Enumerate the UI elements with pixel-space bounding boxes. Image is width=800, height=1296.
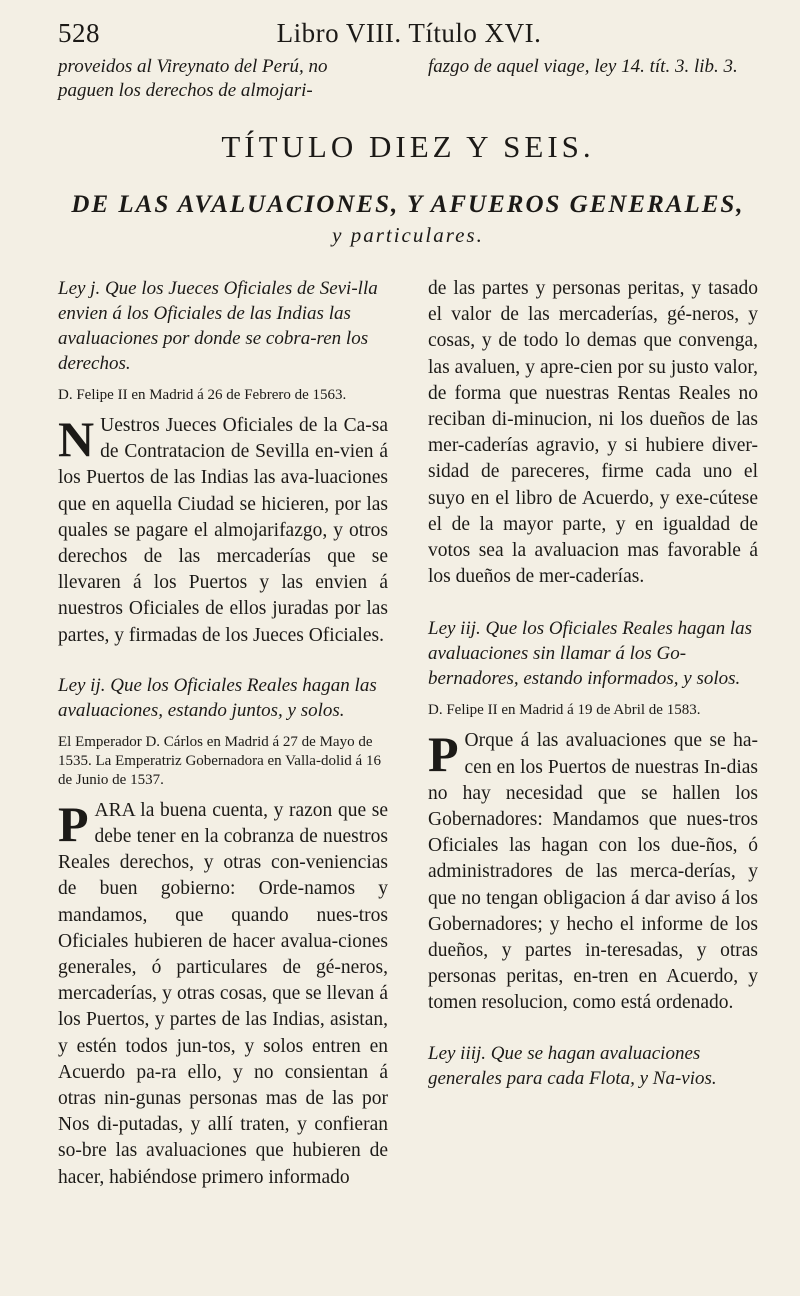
chapter-subtitle: DE LAS AVALUACIONES, Y AFUEROS GENERALES, — [71, 191, 745, 218]
running-head — [58, 18, 758, 49]
running-title: Libro VIII. Título XVI. — [276, 18, 542, 48]
chapter-subtitle-2: y particulares. — [332, 223, 484, 247]
drop-cap: P — [58, 795, 89, 852]
law-1-body: Uestros Jueces Oficiales de la Ca-sa de Contratacion de Sevilla en-vien á los Puertos de las Indias las ava-luaciones que en aquella Ciudad se hicieren, por las quales se pagare el almojarifazgo, y otros derechos de las mercaderías que se llevaren á los Puertos y las envien á nuestros Oficiales de ellos juradas por las partes, y firmadas de los Jueces Oficiales. — [58, 415, 388, 646]
carryover-right: fazgo de aquel viage, ley 14. tít. 3. lib. 3. — [428, 56, 738, 77]
law-2-body: ARA la buena cuenta, y razon que se debe tener en la cobranza de nuestros Reales derechos, y otras con-veniencias de buen gobierno: Orde-namos y mandamos, que quando nues-tros Oficiales hubieren de hacer avalua-ciones generales, ó particulares de gé-neros, mercaderías, y otras cosas, que se llevan á los Puertos, y partes de las Indias, asistan, y estén todos jun-tos, y solos entren en Acuerdo pa-ra ello, y no consientan á otras nin-gunas personas mas de las por Nos di-putadas, y allí traten, y confieran so-bre las avaluaciones que hubieren de hacer, habiéndose primero informado — [58, 799, 388, 1188]
right-column — [428, 276, 758, 1215]
law-1-text — [58, 413, 388, 649]
carryover-text — [58, 55, 758, 103]
law-3-text — [428, 728, 758, 1016]
law-3-body: Orque á las avaluaciones que se ha-cen en los Puertos de nuestras In-dias no hay necesidad que se hallen los Gobernadores: Mandamos que nues-tros Oficiales las hagan con los due-ños, ó administradores de las merca-derías, y que no tengan obligacion á dar aviso á los Gobernadores; y hecho el informe de los dueños, y partes in-teresadas, y otras personas peritas, en-tren en Acuerdo, y tomen resolucion, como está ordenado. — [428, 730, 758, 1014]
chapter-title: TÍTULO DIEZ Y SEIS. — [221, 129, 595, 164]
drop-cap: N — [58, 411, 95, 467]
two-column-body — [58, 276, 758, 1215]
page-number: 528 — [58, 18, 100, 48]
law-4-heading: Ley iiij. Que se hagan avaluaciones generales para cada Flota, y Na-vios. — [428, 1042, 717, 1089]
book-page — [58, 18, 758, 1215]
law-2-heading: Ley ij. Que los Oficiales Reales hagan las avaluaciones, estando juntos, y solos. — [58, 674, 377, 721]
left-column — [58, 276, 388, 1215]
drop-cap: P — [428, 726, 459, 783]
law-3-heading: Ley iij. Que los Oficiales Reales hagan las avaluaciones sin llamar á los Go-bernadores, estando informados, y solos. — [428, 618, 753, 690]
carryover-left: proveidos al Vireynato del Perú, no paguen los derechos de almojari- — [58, 56, 328, 101]
law-1-heading: Ley j. Que los Jueces Oficiales de Sevi-lla envien á los Oficiales de las Indias las avaluaciones por donde se cobra-ren los derechos. — [58, 278, 378, 374]
law-1-decree: D. Felipe II en Madrid á 26 de Febrero de 1563. — [58, 387, 347, 403]
law-2-text — [58, 795, 388, 1191]
law-3-decree: D. Felipe II en Madrid á 19 de Abril de 1583. — [428, 702, 701, 719]
law-2-decree: El Emperador D. Cárlos en Madrid á 27 de Mayo de 1535. La Emperatriz Gobernadora en Valla-dolid á 16 de Junio de 1537. — [58, 733, 381, 788]
law-2-continuation: de las partes y personas peritas, y tasado el valor de las mercaderías, gé-neros, y cosas, y de todo lo demas que convenga, las avaluen, y apre-cien por su justo valor, de forma que nuestras Rentas Reales no reciban di-minucion, ni los dueños de las mer-caderías agravio, y si hubiere diver-sidad de pareceres, firme cada uno el suyo en el libro de Acuerdo, y exe-cútese el de la mayor parte, y en igualdad de votos sea la avaluacion mas favorable á los dueños de mer-caderías. — [428, 278, 758, 588]
